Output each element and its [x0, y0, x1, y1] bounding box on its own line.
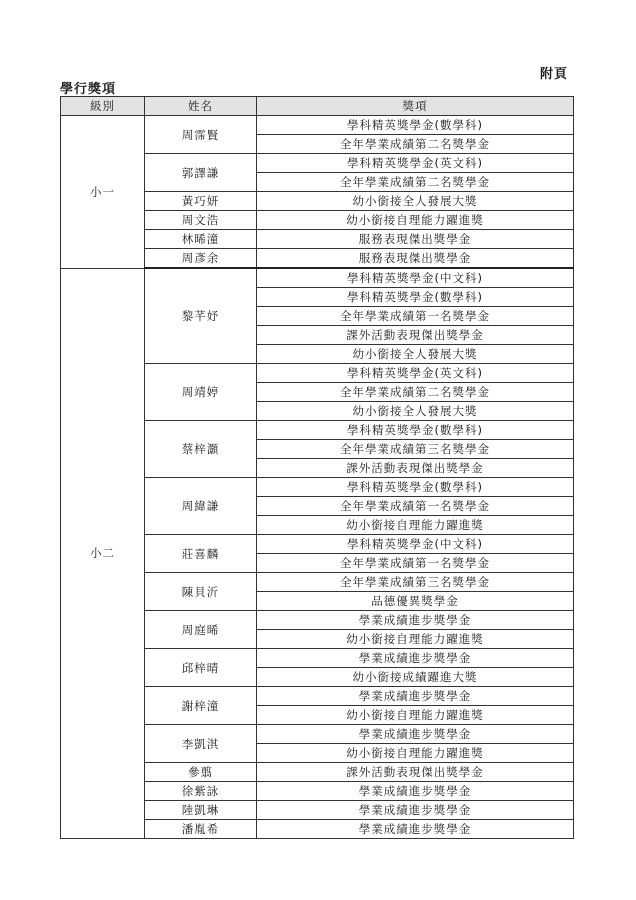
award-cell: 幼小銜接自理能力躍進獎: [257, 630, 574, 649]
award-cell: 服務表現傑出獎學金: [257, 249, 574, 269]
award-cell: 全年學業成績第二名獎學金: [257, 135, 574, 154]
award-cell: 學科精英獎學金(英文科): [257, 154, 574, 173]
level-group: [61, 116, 574, 269]
student-name: 陳貝沂: [145, 573, 257, 611]
award-cell: 學業成績進步獎學金: [257, 782, 574, 801]
award-cell: 全年學業成績第二名獎學金: [257, 173, 574, 192]
award-cell: 學科精英獎學金(數學科): [257, 116, 574, 135]
student-name: 周霈賢: [145, 116, 257, 154]
table-row: [61, 116, 574, 135]
award-cell: 學業成績進步獎學金: [257, 820, 574, 839]
award-cell: 學科精英獎學金(英文科): [257, 364, 574, 383]
student-name: 周緯謙: [145, 478, 257, 535]
student-name: 謝梓潼: [145, 687, 257, 725]
student-name: 周靖婷: [145, 364, 257, 421]
section-title: 學行獎項: [60, 82, 117, 97]
award-cell: 服務表現傑出獎學金: [257, 230, 574, 249]
award-cell: 幼小銜接自理能力躍進獎: [257, 744, 574, 763]
student-name: 李凱淇: [145, 725, 257, 763]
table-row: [61, 268, 574, 288]
award-cell: 幼小銜接自理能力躍進獎: [257, 516, 574, 535]
student-name: 黎芊妤: [145, 268, 257, 364]
award-cell: 學業成績進步獎學金: [257, 801, 574, 820]
award-cell: 學科精英獎學金(中文科): [257, 535, 574, 554]
student-name: 潘胤希: [145, 820, 257, 839]
level-group: [61, 268, 574, 839]
award-cell: 課外活動表現傑出獎學金: [257, 326, 574, 345]
award-cell: 全年學業成績第三名獎學金: [257, 573, 574, 592]
award-cell: 學業成績進步獎學金: [257, 687, 574, 706]
student-name: 林晞潼: [145, 230, 257, 249]
student-name: 郭譯謙: [145, 154, 257, 192]
award-cell: 課外活動表現傑出獎學金: [257, 763, 574, 782]
award-cell: 學業成績進步獎學金: [257, 611, 574, 630]
header-name: 姓名: [145, 97, 257, 116]
award-cell: 幼小銜接自理能力躍進獎: [257, 211, 574, 230]
award-cell: 全年學業成績第一名獎學金: [257, 554, 574, 573]
student-name: 參翦: [145, 763, 257, 782]
student-name: 黃巧妍: [145, 192, 257, 211]
header-level: 級別: [61, 97, 145, 116]
header-row: [61, 97, 574, 116]
award-cell: 學科精英獎學金(數學科): [257, 421, 574, 440]
student-name: 邱梓晴: [145, 649, 257, 687]
award-cell: 全年學業成績第二名獎學金: [257, 383, 574, 402]
award-cell: 學業成績進步獎學金: [257, 649, 574, 668]
student-name: 蔡梓灝: [145, 421, 257, 478]
student-name: 周彥余: [145, 249, 257, 269]
student-name: 陸凱琳: [145, 801, 257, 820]
student-name: 徐紫詠: [145, 782, 257, 801]
award-cell: 品德優異獎學金: [257, 592, 574, 611]
student-name: 周文浩: [145, 211, 257, 230]
award-cell: 幼小銜接全人發展大獎: [257, 402, 574, 421]
award-cell: 幼小銜接成績躍進大獎: [257, 668, 574, 687]
award-cell: 學業成績進步獎學金: [257, 725, 574, 744]
award-cell: 全年學業成績第一名獎學金: [257, 307, 574, 326]
award-cell: 課外活動表現傑出獎學金: [257, 459, 574, 478]
table-header: [61, 97, 574, 116]
award-cell: 幼小銜接自理能力躍進獎: [257, 706, 574, 725]
award-cell: 全年學業成績第一名獎學金: [257, 497, 574, 516]
award-cell: 學科精英獎學金(中文科): [257, 268, 574, 288]
award-cell: 學科精英獎學金(數學科): [257, 288, 574, 307]
student-name: 莊喜麟: [145, 535, 257, 573]
header-award: 獎項: [257, 97, 574, 116]
level-cell: 小一: [61, 116, 145, 269]
level-cell: 小二: [61, 268, 145, 839]
award-cell: 全年學業成績第三名獎學金: [257, 440, 574, 459]
award-cell: 學科精英獎學金(數學科): [257, 478, 574, 497]
student-name: 周庭晞: [145, 611, 257, 649]
award-cell: 幼小銜接全人發展大獎: [257, 192, 574, 211]
award-cell: 幼小銜接全人發展大獎: [257, 345, 574, 364]
awards-table: [60, 96, 574, 839]
appendix-label: 附頁: [540, 67, 569, 82]
